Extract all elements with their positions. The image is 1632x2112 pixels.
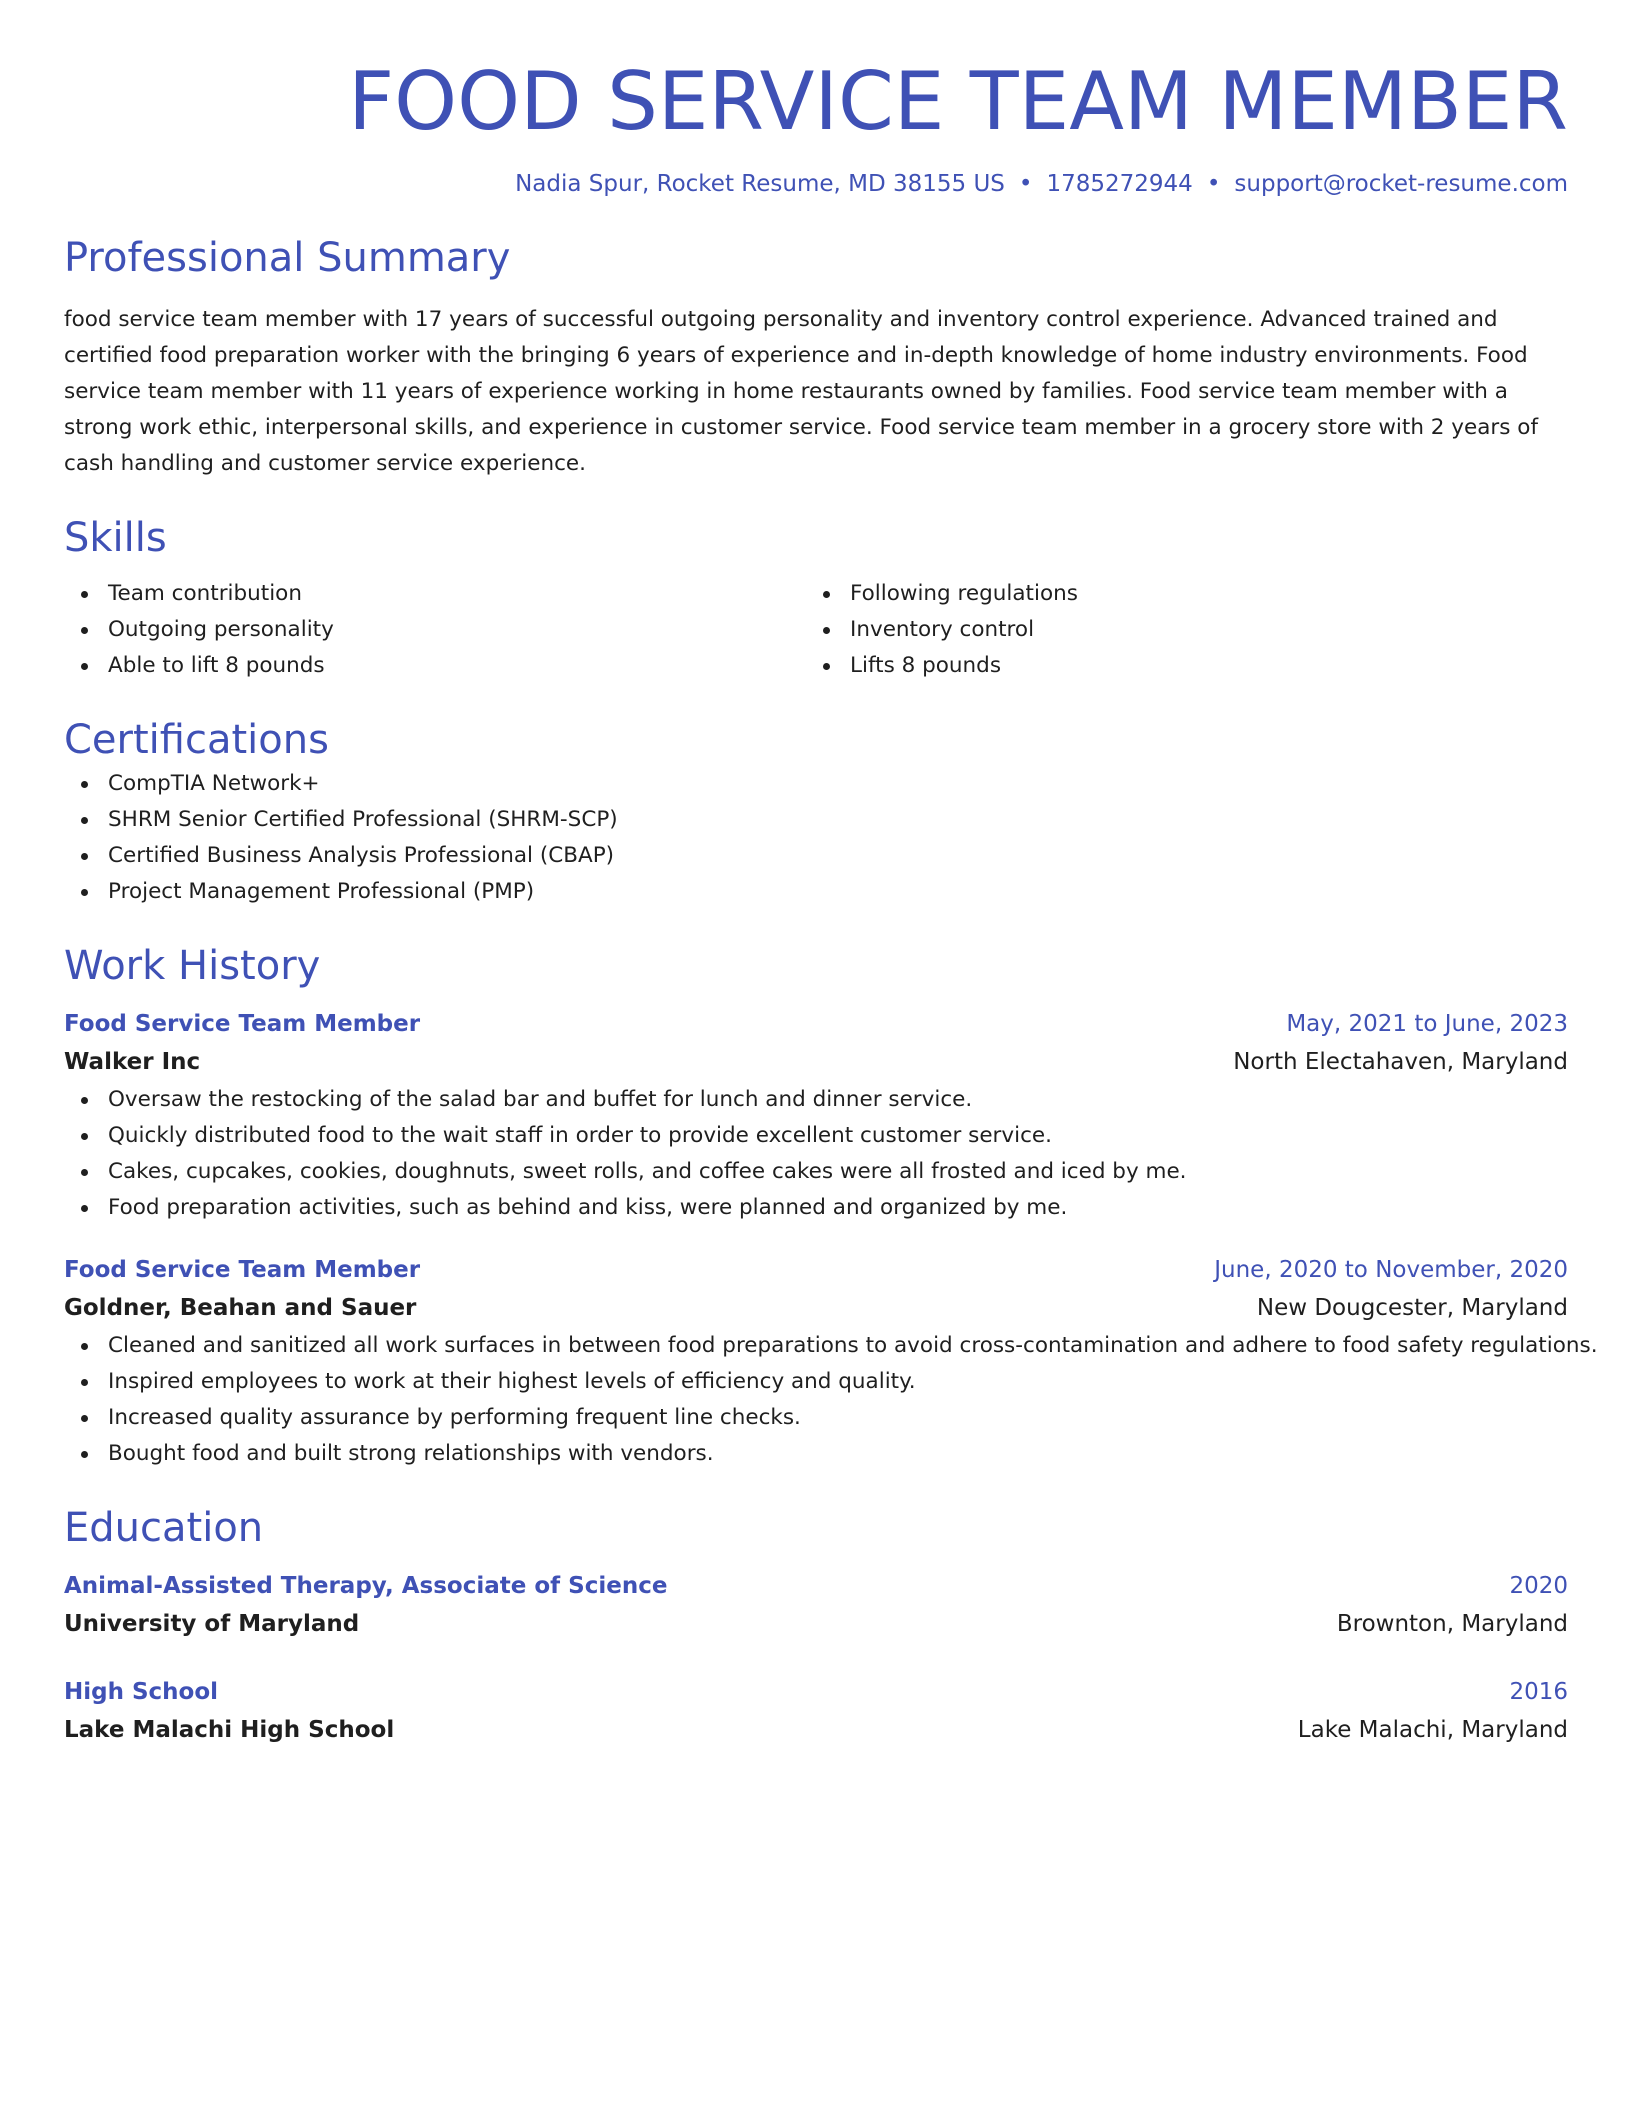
skills-section — [64, 512, 1568, 684]
contact-address: Nadia Spur, Rocket Resume, MD 38155 US — [515, 171, 1005, 197]
section-heading-certifications: Certifications — [64, 717, 329, 763]
job-duty-item: Cakes, cupcakes, cookies, doughnuts, sweet rolls, and coffee cakes were all frosted and iced by me. — [64, 1154, 1568, 1190]
job-duty-item: Food preparation activities, such as behind and kiss, were planned and organized by me. — [64, 1190, 1568, 1226]
education-degree: Animal-Assisted Therapy, Associate of Science — [64, 1573, 668, 1599]
certification-item: SHRM Senior Certified Professional (SHRM-SCP) — [64, 802, 1568, 838]
job-company-row — [64, 1288, 1568, 1328]
education-header-row — [64, 1674, 1568, 1710]
summary-text: food service team member with 17 years of successful outgoing personality and inventory control experience. Advanced trained and certified food preparation worker with the bringing 6 years of experience and in-depth knowledge of home industry environments. Food service team member with 11 years of experience working in home restaurants owned by families. Food service team member with a strong work ethic, interpersonal skills, and experience in customer service. Food service team member in a grocery store with 2 years of cash handling and customer service experience. — [64, 307, 1539, 476]
job-duty-item: Oversaw the restocking of the salad bar and buffet for lunch and dinner service. — [64, 1082, 1568, 1118]
job-header-row — [64, 1252, 1568, 1288]
job-entry — [64, 1006, 1568, 1226]
education-school: University of Maryland — [64, 1611, 360, 1637]
skill-item: Following regulations — [806, 576, 1548, 612]
education-header-row — [64, 1568, 1568, 1604]
skills-list-right — [806, 576, 1548, 684]
job-entry — [64, 1252, 1598, 1472]
job-duties-list — [64, 1328, 1598, 1472]
education-section — [64, 1502, 1568, 1750]
job-company-row — [64, 1042, 1568, 1082]
section-heading-summary: Professional Summary — [64, 235, 511, 281]
job-role: Food Service Team Member — [64, 1011, 421, 1037]
section-heading-work-history: Work History — [64, 943, 321, 989]
education-year: 2020 — [1509, 1573, 1568, 1599]
contact-separator: • — [1018, 171, 1033, 197]
job-duty-item: Bought food and built strong relationships with vendors. — [64, 1436, 1568, 1472]
section-heading-skills: Skills — [64, 515, 167, 561]
skills-grid — [64, 576, 1568, 684]
skills-list-left — [64, 576, 806, 684]
certifications-list — [64, 766, 1568, 910]
education-school-row — [64, 1604, 1568, 1644]
job-duty-item: Inspired employees to work at their highest levels of efficiency and quality. — [64, 1364, 1568, 1400]
section-heading-education: Education — [64, 1505, 264, 1551]
job-location: New Dougcester, Maryland — [1256, 1295, 1568, 1321]
work-history-section — [64, 940, 1598, 1472]
education-entry — [64, 1674, 1568, 1750]
skill-item: Lifts 8 pounds — [806, 648, 1548, 684]
job-duties-list — [64, 1082, 1568, 1226]
professional-summary-section — [64, 232, 1568, 482]
education-location: Lake Malachi, Maryland — [1297, 1717, 1568, 1743]
contact-info — [64, 168, 1568, 200]
education-school-row — [64, 1710, 1568, 1750]
resume-title: FOOD SERVICE TEAM MEMBER — [348, 55, 1568, 148]
education-year: 2016 — [1509, 1679, 1568, 1705]
job-duty-item: Increased quality assurance by performing frequent line checks. — [64, 1400, 1568, 1436]
skill-item: Able to lift 8 pounds — [64, 648, 806, 684]
job-location: North Electahaven, Maryland — [1233, 1049, 1568, 1075]
job-dates: May, 2021 to June, 2023 — [1286, 1011, 1568, 1037]
job-company: Goldner, Beahan and Sauer — [64, 1295, 417, 1321]
job-dates: June, 2020 to November, 2020 — [1214, 1257, 1568, 1283]
education-degree: High School — [64, 1679, 219, 1705]
job-header-row — [64, 1006, 1568, 1042]
contact-separator: • — [1206, 171, 1221, 197]
job-duty-item: Quickly distributed food to the wait staff in order to provide excellent customer service. — [64, 1118, 1568, 1154]
certification-item: Certified Business Analysis Professional (CBAP) — [64, 838, 1568, 874]
certification-item: CompTIA Network+ — [64, 766, 1568, 802]
job-duty-item: Cleaned and sanitized all work surfaces in between food preparations to avoid cross-contamination and adhere to food safety regulations. — [64, 1328, 1568, 1364]
job-role: Food Service Team Member — [64, 1257, 421, 1283]
skill-item: Team contribution — [64, 576, 806, 612]
education-location: Brownton, Maryland — [1336, 1611, 1568, 1637]
skill-item: Outgoing personality — [64, 612, 806, 648]
job-company: Walker Inc — [64, 1049, 201, 1075]
certification-item: Project Management Professional (PMP) — [64, 874, 1568, 910]
education-entry — [64, 1568, 1568, 1644]
contact-phone: 1785272944 — [1046, 171, 1193, 197]
education-school: Lake Malachi High School — [64, 1717, 395, 1743]
certifications-section — [64, 714, 1568, 910]
contact-email: support@rocket-resume.com — [1234, 171, 1568, 197]
resume-page — [64, 0, 1598, 1750]
skill-item: Inventory control — [806, 612, 1548, 648]
